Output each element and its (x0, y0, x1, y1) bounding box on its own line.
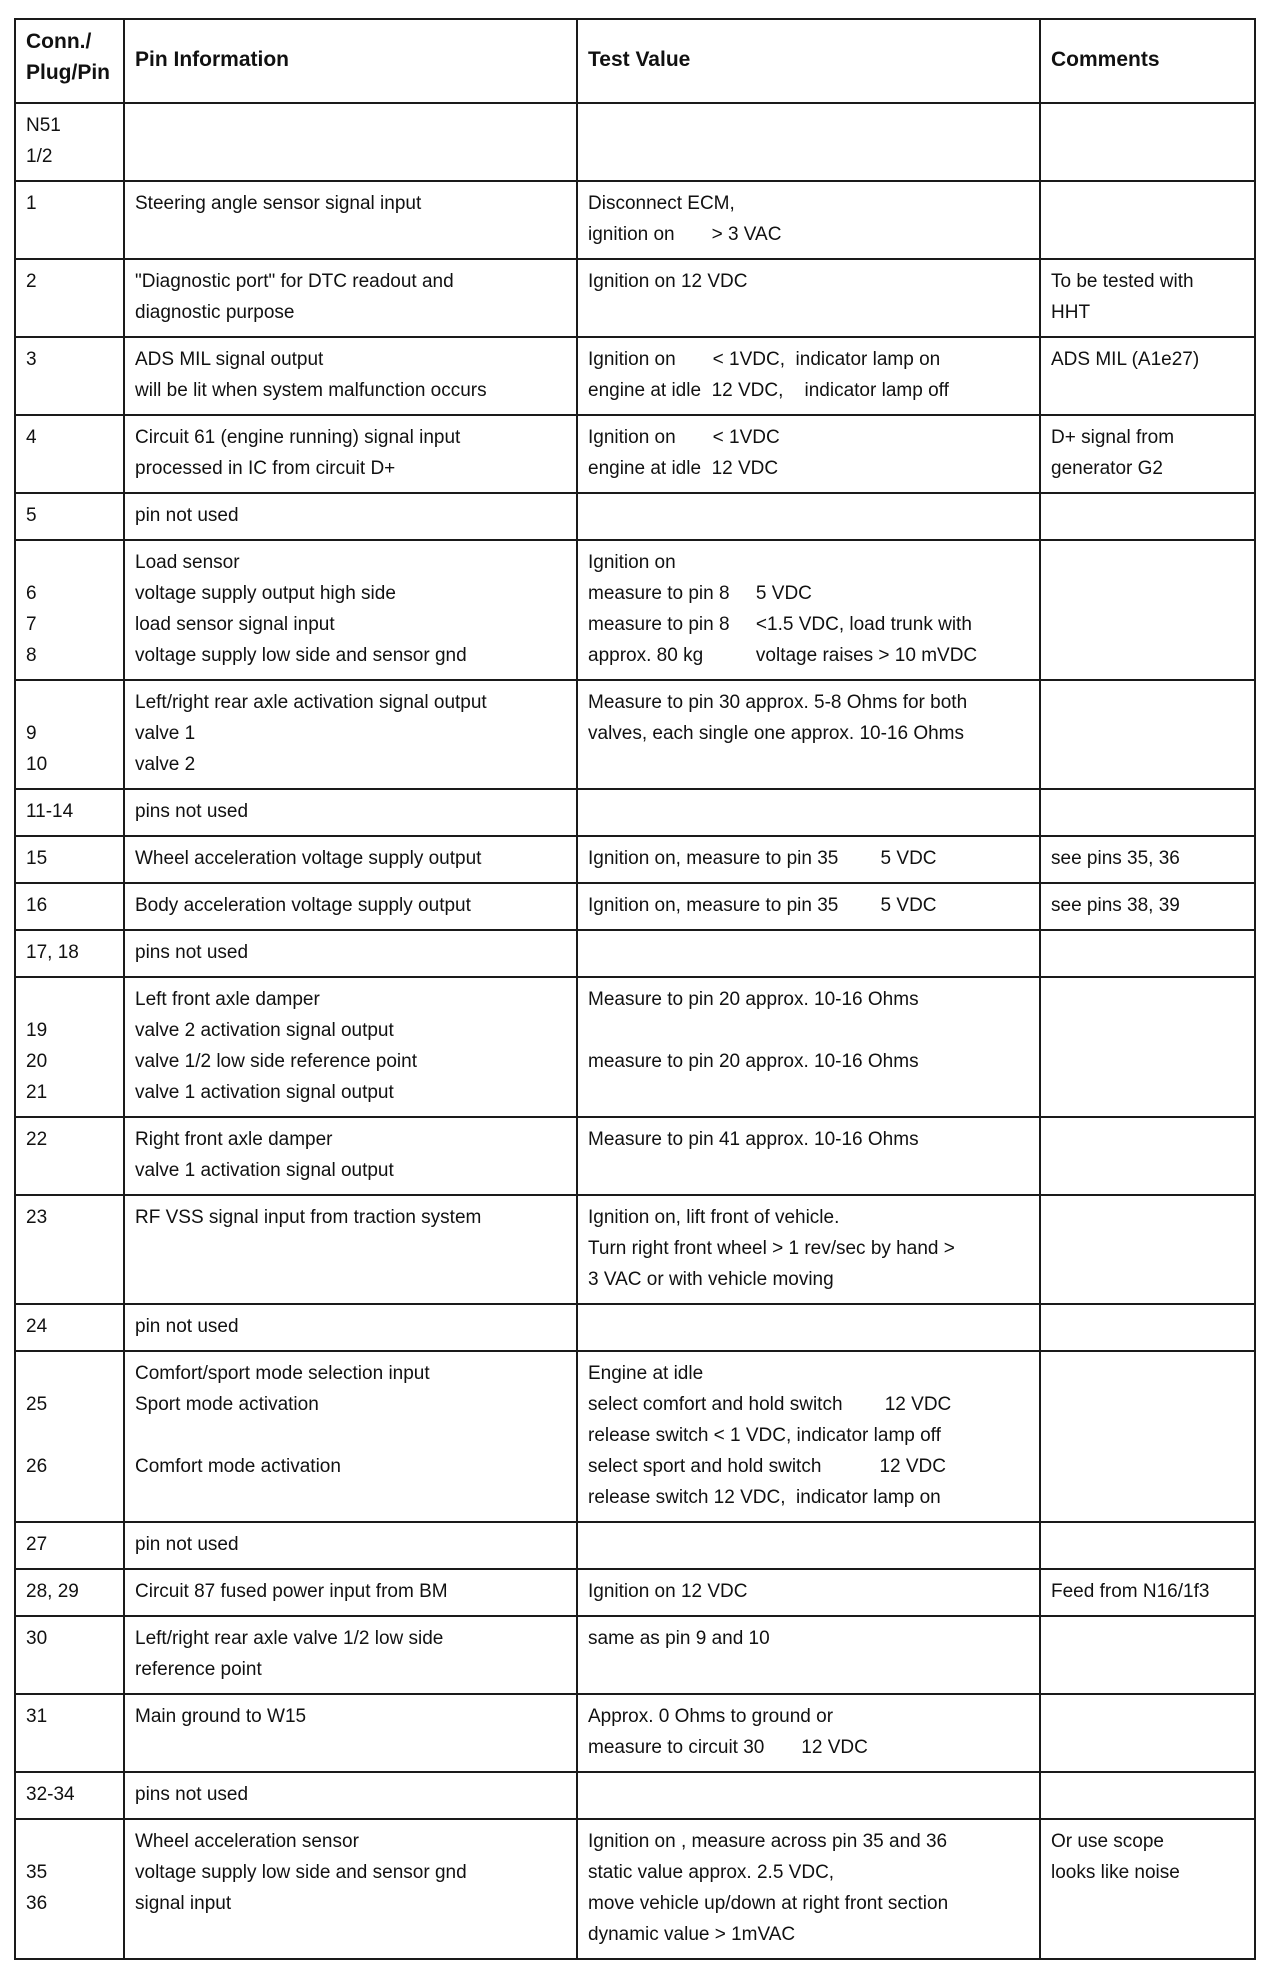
cell-pin-line: 27 (26, 1534, 48, 1555)
cell-test-value-line: engine at idle 12 VDC, indicator lamp off (588, 380, 949, 401)
table-row (15, 1694, 1255, 1772)
header-conn-plug-pin (15, 19, 124, 103)
table-body (15, 103, 1255, 1959)
cell-test-value (577, 181, 1040, 259)
cell-pin-information-line: pin not used (135, 505, 239, 526)
cell-comments-line: see pins 35, 36 (1051, 848, 1180, 869)
cell-pin-information (124, 1351, 577, 1522)
cell-test-value-line: Approx. 0 Ohms to ground or (588, 1706, 834, 1727)
header-test-value: Test Value (577, 19, 1040, 103)
cell-pin-information (124, 493, 577, 540)
cell-pin-line: 6 (26, 583, 37, 604)
cell-pin-information-line: "Diagnostic port" for DTC readout and (135, 271, 454, 292)
cell-pin-line: 36 (26, 1893, 48, 1914)
cell-test-value-line: Ignition on (588, 552, 676, 573)
cell-pin-information-line: Circuit 87 fused power input from BM (135, 1581, 448, 1602)
cell-comments (1040, 493, 1255, 540)
cell-comments-line: D+ signal from (1051, 427, 1175, 448)
cell-test-value (577, 1616, 1040, 1694)
cell-test-value (577, 883, 1040, 930)
cell-test-value-line: Disconnect ECM, (588, 193, 735, 214)
cell-pin-line (26, 1358, 115, 1389)
cell-comments (1040, 1694, 1255, 1772)
cell-pin-information (124, 181, 577, 259)
cell-pin-line: 28, 29 (26, 1581, 79, 1602)
cell-pin (15, 337, 124, 415)
cell-pin (15, 930, 124, 977)
cell-test-value (577, 1569, 1040, 1616)
cell-test-value (577, 415, 1040, 493)
cell-test-value-line: measure to pin 8 5 VDC (588, 583, 812, 604)
cell-pin-information-line: diagnostic purpose (135, 302, 295, 323)
cell-pin-line: 35 (26, 1862, 48, 1883)
cell-test-value (577, 1819, 1040, 1959)
table-row (15, 1522, 1255, 1569)
cell-pin-line: 16 (26, 895, 48, 916)
table-row (15, 1616, 1255, 1694)
cell-comments (1040, 415, 1255, 493)
cell-test-value (577, 1304, 1040, 1351)
cell-pin-line: 22 (26, 1129, 48, 1150)
cell-pin-information-line: Comfort mode activation (135, 1456, 341, 1477)
table-row (15, 1819, 1255, 1959)
cell-pin-information (124, 836, 577, 883)
cell-test-value-line: Ignition on 12 VDC (588, 1581, 748, 1602)
cell-pin-information (124, 337, 577, 415)
cell-pin-information-line: Sport mode activation (135, 1394, 319, 1415)
cell-test-value-line: engine at idle 12 VDC (588, 458, 779, 479)
table-row (15, 883, 1255, 930)
cell-pin-line: 15 (26, 848, 48, 869)
cell-comments (1040, 680, 1255, 789)
cell-pin-information-line: Wheel acceleration voltage supply output (135, 848, 482, 869)
cell-test-value-line: release switch < 1 VDC, indicator lamp off (588, 1425, 941, 1446)
cell-pin-line: 25 (26, 1394, 48, 1415)
cell-pin-line: 24 (26, 1316, 48, 1337)
cell-pin-line: 23 (26, 1207, 48, 1228)
cell-pin-information (124, 789, 577, 836)
cell-pin-line: 2 (26, 271, 37, 292)
cell-pin-line: N51 (26, 115, 61, 136)
cell-comments (1040, 836, 1255, 883)
cell-pin-information (124, 1694, 577, 1772)
cell-comments-line: ADS MIL (A1e27) (1051, 349, 1200, 370)
cell-pin-line: 20 (26, 1051, 48, 1072)
cell-pin-information-line: voltage supply output high side (135, 583, 396, 604)
cell-test-value (577, 930, 1040, 977)
cell-pin (15, 1819, 124, 1959)
table-row (15, 1772, 1255, 1819)
cell-pin-information (124, 415, 577, 493)
cell-test-value-line: Ignition on < 1VDC, indicator lamp on (588, 349, 941, 370)
table-row (15, 1195, 1255, 1304)
table-row (15, 1304, 1255, 1351)
cell-pin-information-line: valve 1/2 low side reference point (135, 1051, 417, 1072)
cell-test-value (577, 1351, 1040, 1522)
cell-pin-information-line: signal input (135, 1893, 232, 1914)
cell-pin-information (124, 1616, 577, 1694)
cell-pin (15, 1522, 124, 1569)
cell-pin-information-line: valve 2 (135, 754, 196, 775)
cell-comments-line: HHT (1051, 302, 1091, 323)
table-row (15, 103, 1255, 181)
cell-pin-information (124, 1522, 577, 1569)
cell-pin (15, 1616, 124, 1694)
cell-pin-information-line: valve 2 activation signal output (135, 1020, 394, 1041)
cell-pin-information-line: voltage supply low side and sensor gnd (135, 645, 467, 666)
table-row (15, 1351, 1255, 1522)
cell-comments-line: looks like noise (1051, 1862, 1180, 1883)
cell-test-value (577, 540, 1040, 680)
cell-pin-information-line: Wheel acceleration sensor (135, 1831, 359, 1852)
cell-pin-line: 3 (26, 349, 37, 370)
cell-pin-information (124, 1117, 577, 1195)
cell-test-value (577, 103, 1040, 181)
cell-pin (15, 1772, 124, 1819)
cell-comments-line: Or use scope (1051, 1831, 1164, 1852)
cell-comments (1040, 977, 1255, 1117)
cell-comments (1040, 103, 1255, 181)
cell-test-value-line (588, 1015, 1031, 1046)
cell-pin-information (124, 977, 577, 1117)
cell-pin (15, 103, 124, 181)
header-conn-line1: Conn./ (26, 30, 92, 53)
cell-pin-line: 21 (26, 1082, 48, 1103)
cell-comments (1040, 337, 1255, 415)
cell-comments-line: generator G2 (1051, 458, 1163, 479)
cell-test-value-line: Ignition on, lift front of vehicle. (588, 1207, 840, 1228)
cell-test-value-line: release switch 12 VDC, indicator lamp on (588, 1487, 941, 1508)
cell-comments (1040, 789, 1255, 836)
cell-comments (1040, 930, 1255, 977)
cell-test-value (577, 977, 1040, 1117)
cell-pin-line: 26 (26, 1456, 48, 1477)
cell-test-value-line: measure to circuit 30 12 VDC (588, 1737, 868, 1758)
cell-pin-line (26, 1826, 115, 1857)
header-comments: Comments (1040, 19, 1255, 103)
table-row (15, 337, 1255, 415)
cell-pin-line: 11-14 (26, 801, 74, 822)
pin-assignment-table (14, 18, 1256, 1960)
cell-pin-information-line: Body acceleration voltage supply output (135, 895, 471, 916)
cell-test-value-line: Ignition on, measure to pin 35 5 VDC (588, 848, 937, 869)
cell-pin (15, 493, 124, 540)
cell-comments (1040, 1351, 1255, 1522)
cell-test-value (577, 259, 1040, 337)
table-row (15, 1569, 1255, 1616)
table-row (15, 680, 1255, 789)
cell-pin-line: 4 (26, 427, 37, 448)
cell-pin-line (26, 1420, 115, 1451)
table-row (15, 930, 1255, 977)
cell-pin-line: 10 (26, 754, 48, 775)
cell-comments (1040, 1569, 1255, 1616)
cell-test-value (577, 1195, 1040, 1304)
cell-pin-information-line: RF VSS signal input from traction system (135, 1207, 482, 1228)
cell-pin-line: 8 (26, 645, 37, 666)
cell-comments-line: see pins 38, 39 (1051, 895, 1180, 916)
cell-pin-information-line: Right front axle damper (135, 1129, 333, 1150)
cell-comments (1040, 1616, 1255, 1694)
cell-test-value-line: Turn right front wheel > 1 rev/sec by hand > (588, 1238, 955, 1259)
cell-test-value-line: static value approx. 2.5 VDC, (588, 1862, 835, 1883)
cell-pin-information-line: load sensor signal input (135, 614, 335, 635)
cell-test-value (577, 337, 1040, 415)
cell-test-value-line: Measure to pin 30 approx. 5-8 Ohms for both (588, 692, 968, 713)
cell-test-value (577, 1117, 1040, 1195)
cell-pin-line: 9 (26, 723, 37, 744)
cell-test-value-line: valves, each single one approx. 10-16 Ohms (588, 723, 964, 744)
cell-pin-information-line: Circuit 61 (engine running) signal input (135, 427, 461, 448)
cell-test-value (577, 789, 1040, 836)
cell-test-value-line: Engine at idle (588, 1363, 704, 1384)
cell-test-value (577, 1694, 1040, 1772)
cell-pin-information-line: Left/right rear axle valve 1/2 low side (135, 1628, 444, 1649)
cell-pin-information-line: voltage supply low side and sensor gnd (135, 1862, 467, 1883)
cell-pin (15, 181, 124, 259)
table-row (15, 1117, 1255, 1195)
cell-test-value-line: measure to pin 8 <1.5 VDC, load trunk with (588, 614, 972, 635)
cell-pin-information (124, 1772, 577, 1819)
cell-pin-line: 17, 18 (26, 942, 79, 963)
cell-test-value (577, 836, 1040, 883)
table-row (15, 836, 1255, 883)
cell-comments (1040, 883, 1255, 930)
cell-pin-line: 1/2 (26, 146, 53, 167)
table-row (15, 493, 1255, 540)
cell-pin-information-line: valve 1 activation signal output (135, 1160, 394, 1181)
cell-pin (15, 259, 124, 337)
cell-pin-line: 31 (26, 1706, 48, 1727)
header-conn-line2: Plug/Pin (26, 61, 110, 84)
cell-pin (15, 1304, 124, 1351)
cell-pin-information (124, 1304, 577, 1351)
cell-pin-line: 32-34 (26, 1784, 75, 1805)
cell-pin-information-line: will be lit when system malfunction occurs (135, 380, 487, 401)
cell-pin (15, 1351, 124, 1522)
table-row (15, 789, 1255, 836)
cell-pin (15, 1694, 124, 1772)
cell-test-value (577, 680, 1040, 789)
cell-pin-information-line: pin not used (135, 1534, 239, 1555)
cell-pin-information-line: Load sensor (135, 552, 240, 573)
cell-pin-information-line: Left front axle damper (135, 989, 320, 1010)
cell-test-value-line: approx. 80 kg voltage raises > 10 mVDC (588, 645, 978, 666)
cell-comments-line: To be tested with (1051, 271, 1194, 292)
cell-comments (1040, 1304, 1255, 1351)
cell-pin-information (124, 259, 577, 337)
cell-pin-information-line: Main ground to W15 (135, 1706, 307, 1727)
cell-comments (1040, 540, 1255, 680)
cell-test-value-line: Measure to pin 41 approx. 10-16 Ohms (588, 1129, 919, 1150)
cell-test-value-line: dynamic value > 1mVAC (588, 1924, 796, 1945)
cell-pin-information-line: reference point (135, 1659, 262, 1680)
cell-test-value-line: Ignition on 12 VDC (588, 271, 748, 292)
cell-pin-information (124, 1819, 577, 1959)
cell-test-value-line: Ignition on < 1VDC (588, 427, 780, 448)
cell-test-value-line: 3 VAC or with vehicle moving (588, 1269, 834, 1290)
cell-test-value-line: Ignition on, measure to pin 35 5 VDC (588, 895, 937, 916)
cell-test-value (577, 1772, 1040, 1819)
cell-pin-information-line: processed in IC from circuit D+ (135, 458, 396, 479)
cell-comments (1040, 1195, 1255, 1304)
table-header-row (15, 19, 1255, 103)
cell-pin (15, 883, 124, 930)
table-row (15, 181, 1255, 259)
cell-pin-line: 7 (26, 614, 37, 635)
cell-pin-line: 19 (26, 1020, 48, 1041)
cell-test-value-line: ignition on > 3 VAC (588, 224, 782, 245)
cell-comments (1040, 181, 1255, 259)
cell-test-value-line: measure to pin 20 approx. 10-16 Ohms (588, 1051, 919, 1072)
table-row (15, 415, 1255, 493)
cell-pin-information-line (135, 1420, 568, 1451)
cell-pin (15, 415, 124, 493)
header-pin-information: Pin Information (124, 19, 577, 103)
cell-pin-information-line: pin not used (135, 1316, 239, 1337)
cell-comments (1040, 259, 1255, 337)
cell-pin-information (124, 680, 577, 789)
cell-pin-information (124, 103, 577, 181)
cell-pin (15, 1569, 124, 1616)
table-row (15, 259, 1255, 337)
cell-pin-line (26, 984, 115, 1015)
cell-pin (15, 680, 124, 789)
cell-pin-information (124, 1195, 577, 1304)
cell-comments (1040, 1819, 1255, 1959)
cell-pin-information-line: Steering angle sensor signal input (135, 193, 422, 214)
cell-pin-information-line: Comfort/sport mode selection input (135, 1363, 430, 1384)
cell-pin-line: 30 (26, 1628, 48, 1649)
cell-comments (1040, 1522, 1255, 1569)
cell-pin-line (26, 687, 115, 718)
cell-pin-information-line: ADS MIL signal output (135, 349, 324, 370)
cell-test-value (577, 493, 1040, 540)
cell-pin-information-line: pins not used (135, 1784, 249, 1805)
cell-pin-information (124, 1569, 577, 1616)
cell-pin-information-line: Left/right rear axle activation signal output (135, 692, 487, 713)
cell-pin (15, 977, 124, 1117)
cell-pin-information (124, 930, 577, 977)
table-row (15, 540, 1255, 680)
cell-pin-information-line: valve 1 (135, 723, 196, 744)
cell-pin-information-line: pins not used (135, 942, 249, 963)
cell-comments (1040, 1772, 1255, 1819)
cell-test-value-line: move vehicle up/down at right front section (588, 1893, 949, 1914)
cell-pin (15, 836, 124, 883)
cell-test-value-line: select comfort and hold switch 12 VDC (588, 1394, 952, 1415)
cell-pin-line (26, 547, 115, 578)
cell-test-value-line: Measure to pin 20 approx. 10-16 Ohms (588, 989, 919, 1010)
cell-comments (1040, 1117, 1255, 1195)
table-row (15, 977, 1255, 1117)
cell-test-value (577, 1522, 1040, 1569)
cell-test-value-line: Ignition on , measure across pin 35 and 36 (588, 1831, 948, 1852)
cell-pin-information-line: pins not used (135, 801, 249, 822)
cell-pin-information-line: valve 1 activation signal output (135, 1082, 394, 1103)
cell-test-value-line: select sport and hold switch 12 VDC (588, 1456, 946, 1477)
cell-test-value-line: same as pin 9 and 10 (588, 1628, 770, 1649)
cell-pin (15, 1117, 124, 1195)
cell-pin-information (124, 883, 577, 930)
cell-pin (15, 540, 124, 680)
cell-pin-information (124, 540, 577, 680)
cell-pin (15, 1195, 124, 1304)
cell-pin-line: 5 (26, 505, 37, 526)
cell-pin-line: 1 (26, 193, 37, 214)
cell-comments-line: Feed from N16/1f3 (1051, 1581, 1210, 1602)
cell-pin (15, 789, 124, 836)
